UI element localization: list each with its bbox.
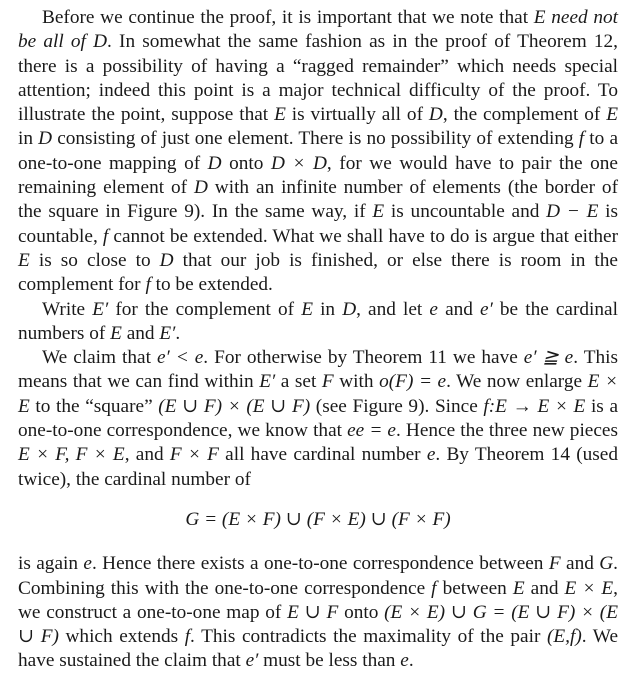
text-run: consisting of just one element. There is no possibility of extending (52, 128, 579, 150)
text-run: all have cardinal number (218, 444, 427, 466)
text-run: in (18, 128, 39, 150)
text-run: . Hence the three new pieces (396, 420, 618, 442)
math-symbol: E′ (259, 371, 276, 393)
math-symbol: E ∪ F (287, 601, 339, 623)
text-run: and (560, 553, 600, 575)
text-run: . (408, 650, 414, 672)
paragraph-definitions (18, 298, 618, 347)
math-symbol: E′ (92, 298, 109, 320)
paragraph-ragged-remainder (18, 6, 618, 298)
text-run: which extends (58, 626, 185, 648)
math-symbol: e′ (245, 650, 259, 672)
text-run: with an infinite number of elements (the border of the square in Figure 9). In the same way, if (18, 177, 618, 223)
text-run: is virtually all of (285, 104, 429, 126)
text-run: , and let (356, 298, 430, 320)
display-equation (18, 508, 618, 532)
math-symbol: D (342, 298, 357, 320)
math-symbol: E (301, 298, 313, 320)
math-symbol: D (193, 177, 208, 199)
text-run: is again (18, 553, 84, 575)
math-symbol: f (145, 274, 151, 296)
text-run: to be extended. (150, 274, 273, 296)
math-symbol: f (184, 626, 191, 648)
math-symbol: G (599, 553, 614, 575)
text-run: cannot be extended. What we shall have to do is argue that either (108, 225, 618, 247)
math-symbol: e (429, 298, 438, 320)
math-symbol: D × D (270, 152, 327, 174)
math-symbol: e′ < e (156, 347, 204, 369)
math-symbol: e (83, 553, 92, 575)
math-symbol: E′ (159, 322, 176, 344)
text-run: to a one-to-one mapping of (18, 128, 618, 174)
text-run: be the cardinal numbers of (18, 298, 618, 344)
book-page (18, 6, 618, 674)
text-run: . Combining this with the one-to-one correspondence (18, 553, 618, 599)
math-symbol: (E,f) (546, 626, 582, 648)
math-symbol: E × E (18, 371, 619, 417)
math-symbol: ee = e (347, 420, 396, 442)
text-run: that our job is finished, or else there is room in the complement for (18, 249, 618, 296)
text-run: for the complement of (108, 298, 302, 320)
text-run: . We now enlarge (446, 371, 588, 393)
math-symbol: F × F (169, 444, 219, 466)
text-run: a set (275, 371, 322, 393)
math-symbol: D − E (546, 201, 599, 223)
text-run: . In somewhat the same fashion as in the proof of Theorem 12, there is a possibility of having a “ragged remainder” which needs special attention; indeed this point is a major technical difficulty of the proof. To illustrate the point, suppose that (18, 31, 619, 126)
math-symbol: F (548, 553, 561, 575)
paragraph-claim (18, 346, 618, 492)
text-run: is a one-to-one correspondence, we know that (18, 395, 619, 442)
math-symbol: o(F) = e (379, 371, 447, 393)
math-symbol: D (38, 128, 53, 150)
text-run: and (524, 577, 565, 599)
text-run: is countable, (18, 201, 618, 247)
text-run: . By Theorem 14 (used twice), the cardinal number of (18, 444, 618, 490)
text-run: , the complement of (442, 104, 607, 126)
text-run: , for we would have to pair the one remaining element of (18, 152, 618, 199)
text-run: must be less than (258, 650, 401, 672)
text-run: Write (42, 298, 93, 320)
text-run: . We have sustained the claim that (18, 626, 619, 672)
text-run: . For otherwise by Theorem 11 we have (203, 347, 524, 369)
text-run: Before we continue the proof, it is important that we note that (42, 7, 534, 28)
text-run: is uncountable and (384, 201, 547, 223)
math-symbol: E (110, 322, 122, 344)
math-symbol: F (321, 371, 334, 393)
math-symbol: D (428, 104, 443, 126)
math-symbol: E × F, F × E (18, 444, 125, 466)
text-run: We claim that (42, 347, 157, 369)
text-run: . This contradicts the maximality of the pair (190, 626, 547, 648)
text-run: with (333, 371, 380, 393)
text-run: . (175, 322, 181, 344)
text-run: , we construct a one-to-one map of (18, 577, 618, 623)
math-symbol: D (207, 152, 222, 174)
text-run: and (437, 298, 481, 320)
math-symbol: E (512, 577, 525, 599)
math-symbol: e′ (480, 298, 493, 320)
text-run: in (312, 298, 343, 320)
text-run: to the “square” (29, 395, 159, 417)
math-symbol: f:E → E × E (483, 395, 586, 417)
math-symbol: G = (E × F) ∪ (F × E) ∪ (F × F) (185, 508, 451, 530)
text-run: and (121, 322, 160, 344)
math-symbol: f (102, 225, 109, 247)
math-symbol: E (274, 104, 286, 126)
text-run: is so close to (29, 249, 160, 271)
math-symbol: e′ ≧ e (523, 347, 574, 369)
math-symbol: E (372, 201, 385, 223)
math-symbol: (E ∪ F) × (E ∪ F) (158, 395, 311, 417)
math-symbol: e (400, 650, 409, 672)
text-run: . Hence there exists a one-to-one correspondence between (91, 553, 549, 575)
math-symbol: E (18, 249, 30, 271)
text-run: between (436, 577, 513, 599)
math-symbol: E (606, 104, 618, 126)
text-run: , and (124, 444, 170, 466)
text-run: onto (221, 152, 271, 174)
text-run: . This means that we can find within (18, 347, 618, 393)
math-symbol: E × E (564, 577, 614, 599)
math-symbol: e (426, 444, 436, 466)
math-symbol: E need not be all of D (18, 7, 618, 53)
math-symbol: f (431, 577, 437, 599)
math-symbol: (E × E) ∪ G = (E ∪ F) × (E ∪ F) (18, 601, 619, 648)
math-symbol: D (159, 249, 174, 271)
text-run: onto (338, 601, 385, 623)
math-symbol: f (578, 128, 585, 150)
text-run: (see Figure 9). Since (310, 395, 484, 417)
paragraph-conclusion (18, 552, 618, 673)
